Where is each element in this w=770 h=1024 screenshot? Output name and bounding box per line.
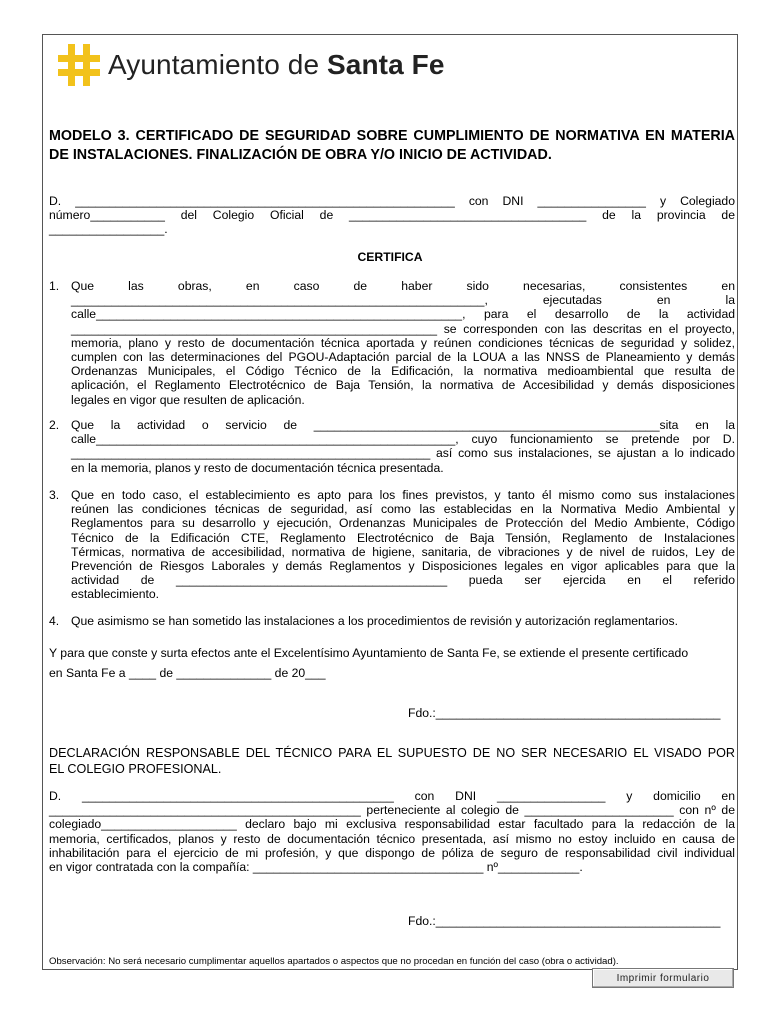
item-1: [71, 279, 735, 407]
logo-text: Ayuntamiento de Santa Fe: [108, 49, 445, 80]
item-4: [71, 614, 735, 628]
item-line: Térmicas, normativa de accesibilidad, normativa de higiene, sanitaria, de vibraciones y de nivel de ruidos, Ley de: [71, 544, 735, 559]
item-3: [71, 488, 735, 602]
closing-line: Y para que conste y surta efectos ante el Excelentísimo Ayuntamiento de Santa Fe, se extiende el presente certificado: [49, 646, 689, 660]
document-title: MODELO 3. CERTIFICADO DE SEGURIDAD SOBRE CUMPLIMIENTO DE NORMATIVA EN MATERIA DE INSTALACIONES. FINALIZACIÓN DE OBRA Y/O INICIO DE ACTIVIDAD.: [49, 128, 735, 163]
print-form-button[interactable]: Imprimir formulario: [592, 968, 734, 988]
closing-paragraph: [49, 643, 735, 683]
declaration-line: colegiado____________________ declaro bajo mi exclusiva responsabilidad estar facultado para la redacción de la: [49, 817, 735, 832]
declaration-title-line: DECLARACIÓN RESPONSABLE DEL TÉCNICO PARA EL SUPUESTO DE NO SER NECESARIO EL VISADO POR: [49, 746, 735, 760]
item-line: legales en vigor que resulten de aplicación.: [71, 392, 305, 407]
declaration-line: D. ______________________________________________ con DNI ________________ y domicilio en: [49, 789, 735, 803]
intro-line: _________________.: [49, 222, 168, 237]
item-number: 2.: [49, 418, 60, 432]
signature-line-2: Fdo.:__________________________________________: [408, 914, 721, 928]
item-line: actividad de ________________________________________ pueda ser ejercida en el referido: [71, 573, 735, 588]
signature-line: Fdo.:__________________________________________: [408, 706, 721, 720]
declaration-line: ______________________________________________ perteneciente al colegio de ______________________ con nº de: [49, 803, 735, 818]
item-line: memoria, plano y resto de documentación técnica aportada y reúnen condiciones técnicas de seguridad y solidez,: [71, 335, 735, 350]
item-line: Que asimismo se han sometido las instalaciones a los procedimientos de revisión y autorización reglamentarios.: [71, 614, 678, 628]
declaration-line: inhabilitación para el ejercicio de mi profesión, y que dispongo de póliza de seguro de responsabilidad civil individual: [49, 845, 735, 860]
item-line: ______________________________________________________ se corresponden con las descritas en el proyecto,: [71, 321, 735, 336]
intro-paragraph: [49, 194, 735, 237]
item-line: _____________________________________________________ así como sus instalaciones, se ajustan a lo indicado: [71, 446, 735, 461]
observation-note: Observación: No será necesario cumplimentar aquellos apartados o aspectos que no procedan en función del caso (obra o actividad).: [49, 956, 619, 967]
item-line: Técnico de la Edificación CTE, Reglamento Electrotécnico de Baja Tensión, Reglamento de Instalaciones: [71, 530, 735, 545]
item-line: Reglamentos para su desarrollo y ejecución, Ordenanzas Municipales de Protección del Medio Ambiente, Código: [71, 516, 735, 531]
item-number: 3.: [49, 488, 60, 502]
certifica-heading: CERTIFICA: [357, 250, 423, 264]
item-line: Ordenanzas Municipales, el Código Técnico de la Edificación, la normativa medioambiental que resulta de: [71, 364, 735, 379]
hash-logo-icon: [58, 44, 100, 86]
item-line: Que las obras, en caso de haber sido necesarias, consistentes en: [71, 279, 735, 293]
declaration-title-line: EL COLEGIO PROFESIONAL.: [49, 762, 222, 776]
item-number: 4.: [49, 614, 60, 628]
item-line: _____________________________________________________________, ejecutadas en la: [71, 293, 735, 308]
item-line: reúnen las condiciones técnicas de seguridad, así como las establecidas en la Normativa Medio Ambiental y: [71, 502, 735, 517]
declaration-line: memoria, certificados, planos y resto de documentación técnico presentada, así mismo no estoy incluido en causa de: [49, 831, 735, 846]
item-line: calle______________________________________________________, para el desarrollo de la actividad: [71, 307, 735, 322]
item-line: aplicación, el Reglamento Electrotécnico de Baja Tensión, la normativa de Accesibilidad y demás disposiciones: [71, 378, 735, 393]
item-line: Que en todo caso, el establecimiento es apto para los fines previstos, y tanto él mismo como sus instalaciones: [71, 488, 735, 502]
item-number: 1.: [49, 279, 60, 293]
item-line: calle_____________________________________________________, cuyo funcionamiento se pretende por D.: [71, 432, 735, 447]
item-line: Que la actividad o servicio de ___________________________________________________sita en la: [71, 418, 735, 432]
intro-line: D. ________________________________________________________ con DNI ________________ y Colegiado: [49, 194, 735, 208]
intro-line: número___________ del Colegio Oficial de ___________________________________ de la provincia de: [49, 208, 735, 223]
declaration-line: en vigor contratada con la compañía: __________________________________ nº____________.: [49, 860, 583, 875]
item-2: [71, 418, 735, 475]
logo: [58, 43, 445, 87]
declaration-body: [49, 789, 735, 874]
item-line: en la memoria, planos y resto de documentación técnica presentada.: [71, 460, 444, 475]
closing-line: en Santa Fe a ____ de ______________ de 20___: [49, 666, 326, 680]
item-line: establecimiento.: [71, 587, 160, 602]
item-line: Prevención de Riesgos Laborales y demás Reglamentos y Disposiciones legales en vigor aplicables para que la: [71, 559, 735, 574]
declaration-title: [49, 745, 735, 777]
item-line: cumplen con las determinaciones del PGOU-Adaptación parcial de la LOUA a las NNSS de Planeamiento y demás: [71, 350, 735, 365]
